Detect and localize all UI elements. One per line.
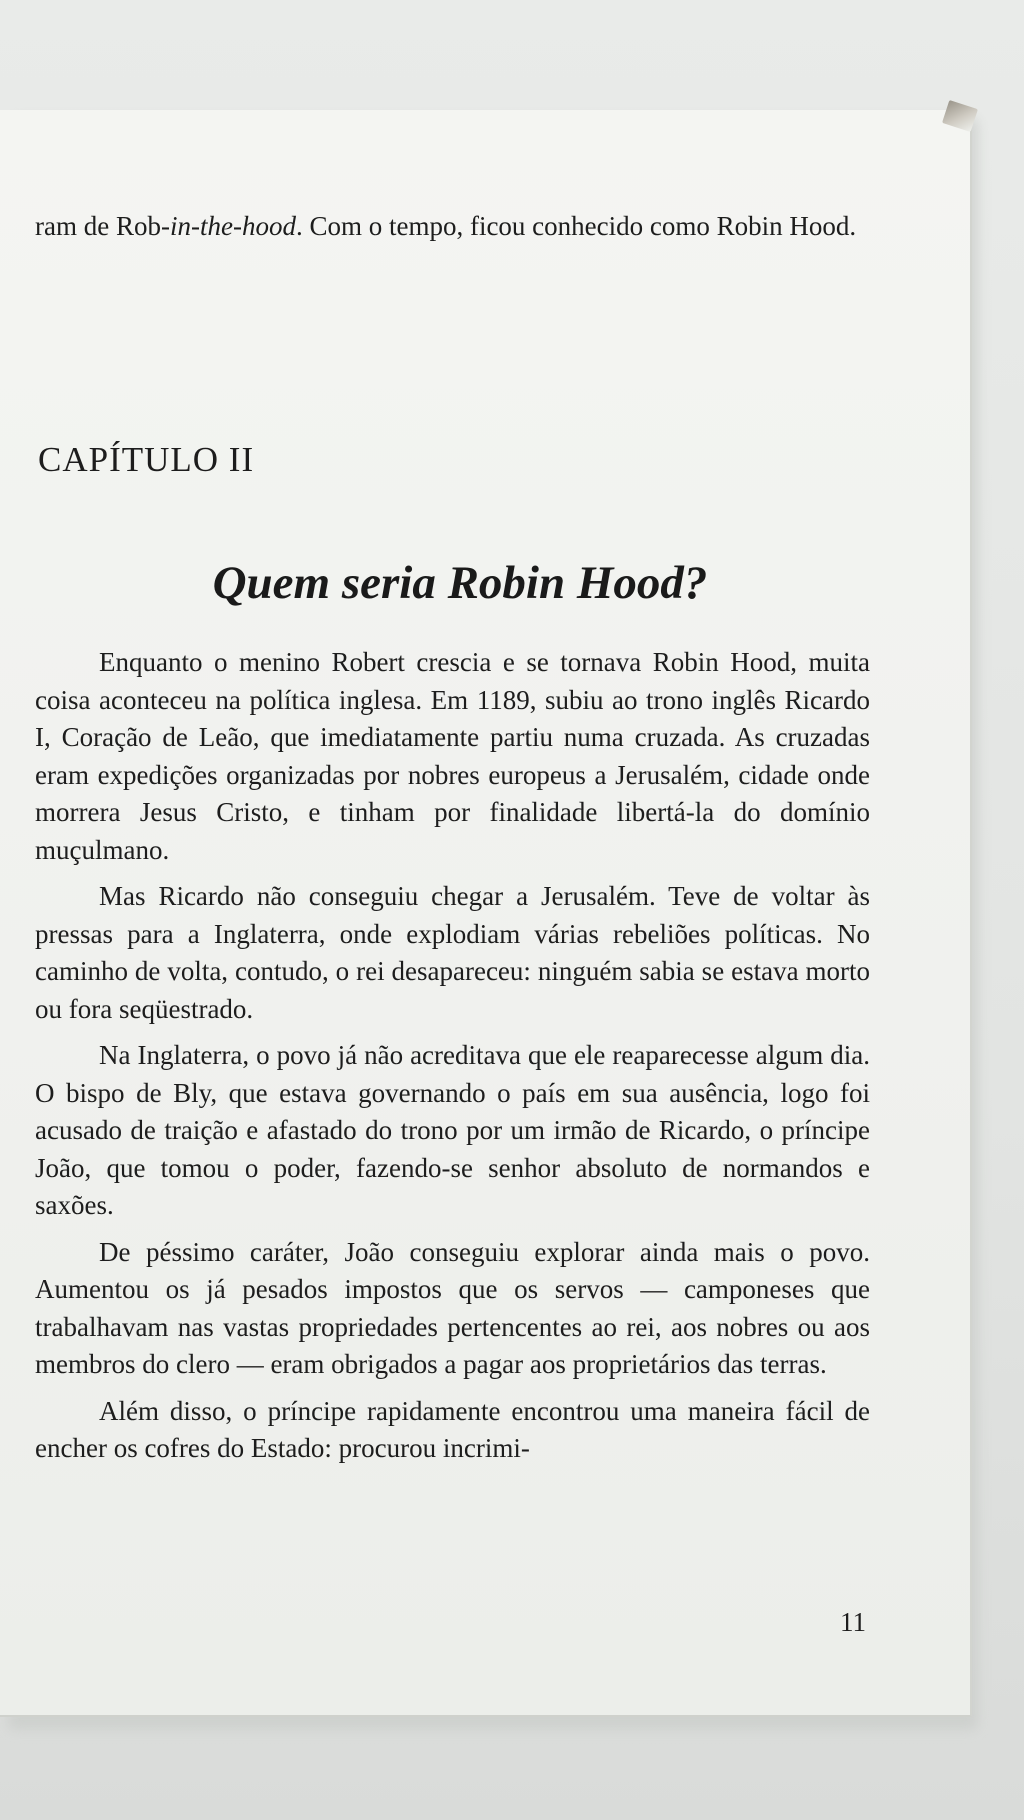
continuation-before-italic: ram de Rob- [35,211,170,241]
paragraph-2: Mas Ricardo não conseguiu chegar a Jerusalém. Teve de voltar às pressas para a Inglaterra, onde explodiam várias rebeliões políticas. No caminho de volta, contudo, o rei desapareceu: ninguém sabia se estava morto ou fora seqüestrado. [35,881,870,1024]
continuation-text [35,208,870,246]
continuation-after-italic: . Com o tempo, ficou conhecido como Robin Hood. [295,211,857,241]
continuation-italic: in-the-hood [169,211,296,241]
page-number: 11 [840,1607,866,1637]
paragraph-4: De péssimo caráter, João conseguiu explorar ainda mais o povo. Aumentou os já pesados impostos que os servos — camponeses que trabalhavam nas vastas propriedades pertencentes ao rei, aos nobres ou aos membros do clero — eram obrigados a pagar aos proprietários das terras. [35,1236,870,1379]
paragraph-1: Enquanto o menino Robert crescia e se tornava Robin Hood, muita coisa aconteceu na política inglesa. Em 1189, subiu ao trono inglês Ricardo I, Coração de Leão, que imediatamente partiu numa cruzada. As cruzadas eram expedições organizadas por nobres europeus a Jerusalém, cidade onde morrera Jesus Cristo, e tinham por finalidade libertá-la do domínio muçulmano. [35,647,870,865]
chapter-body [35,644,870,1468]
paragraph-3: Na Inglaterra, o povo já não acreditava que ele reaparecesse algum dia. O bispo de Bly, que estava governando o país em sua ausência, logo foi acusado de traição e afastado do trono por um irmão de Ricardo, o príncipe João, que tomou o poder, fazendo-se senhor absoluto de normandos e saxões. [35,1040,870,1220]
chapter-label: CAPÍTULO II [38,440,255,479]
chapter-title: Quem seria Robin Hood? [212,557,708,609]
paragraph-5: Além disso, o príncipe rapidamente encontrou uma maneira fácil de encher os cofres do Estado: procurou incrimi- [35,1395,870,1463]
